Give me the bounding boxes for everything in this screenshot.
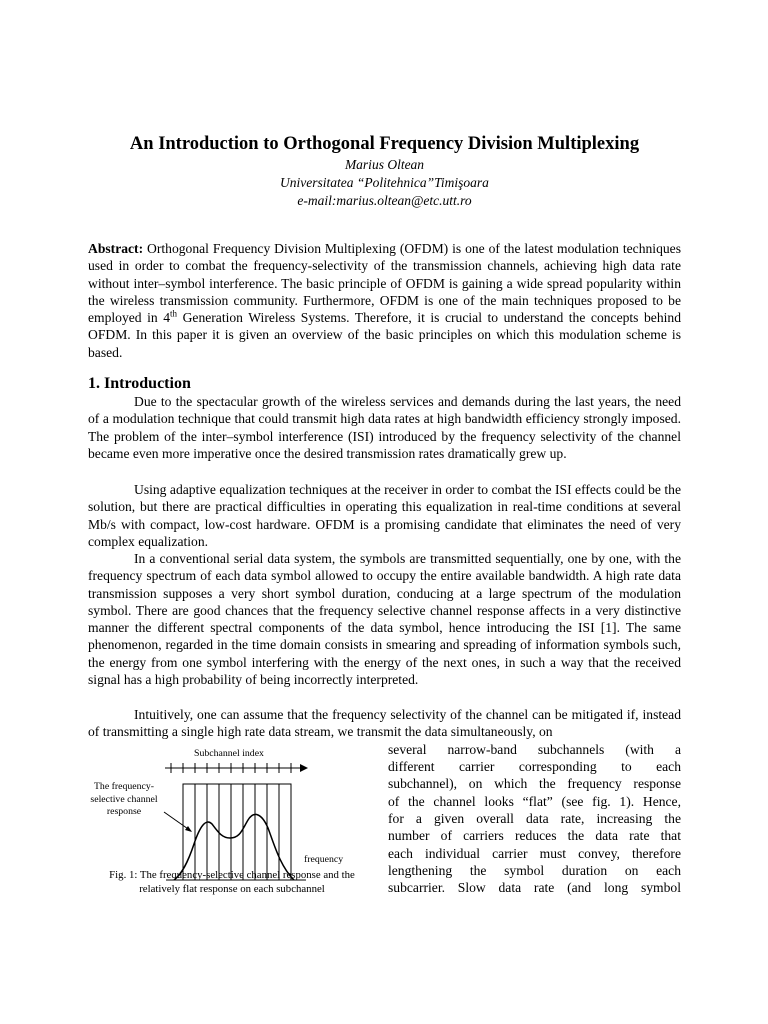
intro-paragraph-2: Using adaptive equalization techniques at the receiver in order to combat the ISI effects could be the solution, but there are practical difficulties in operating this equalization in real-time conditions at several Mb/s with compact, low-cost hardware. OFDM is a promising candidate that eliminates the need of very complex equalization. [88, 482, 681, 549]
abstract-text-2: Generation Wireless Systems. Therefore, it is crucial to understand the concepts behind OFDM. In this paper it is given an overview of the basic principles on which this modulation scheme is based. [88, 310, 681, 360]
abstract-paragraph [88, 240, 681, 361]
frequency-label: frequency [304, 854, 344, 865]
channel-response-label-line: response [106, 806, 142, 817]
subchannel-index-label: Subchannel index [194, 748, 264, 759]
author-email: e-mail:marius.oltean@etc.utt.ro [297, 193, 472, 208]
right-column-line: different carrier corresponding to each [388, 759, 681, 774]
right-column-line: for a given overall data rate, increasing the [388, 811, 681, 826]
intro-paragraph-1: Due to the spectacular growth of the wireless services and demands during the last years, the need of a modulation technique that could transmit high data rates at high bandwidth efficiency strongly imposed. The problem of the inter–symbol interference (ISI) introduced by the frequency selectivity of the channel became even more imperative once the desired transmission rates dramatically grew up. [88, 394, 681, 461]
caption-line: relatively flat response on each subchannel [139, 883, 325, 895]
intro-paragraph-3: In a conventional serial data system, the symbols are transmitted sequentially, one by one, with the frequency spectrum of each data symbol allowed to occupy the entire available bandwidth. A high rate data transmission supposes a very short symbol duration, conducing at a large spectrum of the modulation symbol. There are good chances that the frequency selective channel response affects in a very distinctive manner the different spectral components of the data symbol, hence introducing the ISI [1]. The same phenomenon, regarded in the time domain consists in smearing and spreading of information symbols such, the energy from one symbol interfering with the energy of the next ones, in such a way that the received signal has a high probability of being incorrectly interpreted. [88, 551, 681, 688]
right-column-line: subcarrier. Slow data rate (and long symbol [388, 880, 681, 895]
right-column-line: several narrow-band subchannels (with a [388, 742, 681, 757]
right-column-line: lengthening the symbol duration on each [388, 863, 681, 878]
channel-response-label-line: The frequency- [93, 781, 155, 792]
right-column-line: of the channel looks “flat” (see fig. 1). Hence, [388, 794, 681, 809]
abstract-superscript: th [170, 308, 178, 319]
caption-line: Fig. 1: The frequency-selective channel response and the [109, 869, 355, 881]
subchannel-index-arrowhead [300, 764, 308, 772]
right-column-line: subchannel), on which the frequency response [388, 776, 681, 791]
figure-1-caption [84, 868, 380, 896]
channel-response-label-line: selective channel [90, 793, 158, 805]
abstract-text-1: Orthogonal Frequency Division Multiplexing (OFDM) is one of the latest modulation techniques used in order to combat the frequency-selectivity of the transmission channels, achieving high data rate without inter–symbol interference. The basic principle of OFDM is gaining a wide spread popularity within the wireless transmission community. Furthermore, OFDM is one of the main techniques proposed to be employed in 4 [88, 241, 681, 326]
channel-response-label [82, 781, 166, 819]
right-column-line: each individual carrier must convey, therefore [388, 846, 681, 861]
response-pointer-arrowhead [185, 826, 192, 832]
right-column-line: number of carriers reduces the data rate that [388, 828, 681, 843]
intro-paragraph-4: Intuitively, one can assume that the frequency selectivity of the channel can be mitigated if, instead of transmitting a single high rate data stream, we transmit the data simultaneously, on [88, 707, 681, 740]
author-name: Marius Oltean [344, 157, 425, 172]
author-affiliation: Universitatea “Politehnica”Timişoara [280, 175, 489, 190]
section-heading-introduction: 1. Introduction [88, 375, 191, 392]
paper-title: An Introduction to Orthogonal Frequency Division Multiplexing [129, 134, 640, 154]
abstract-label: Abstract: [88, 241, 144, 256]
